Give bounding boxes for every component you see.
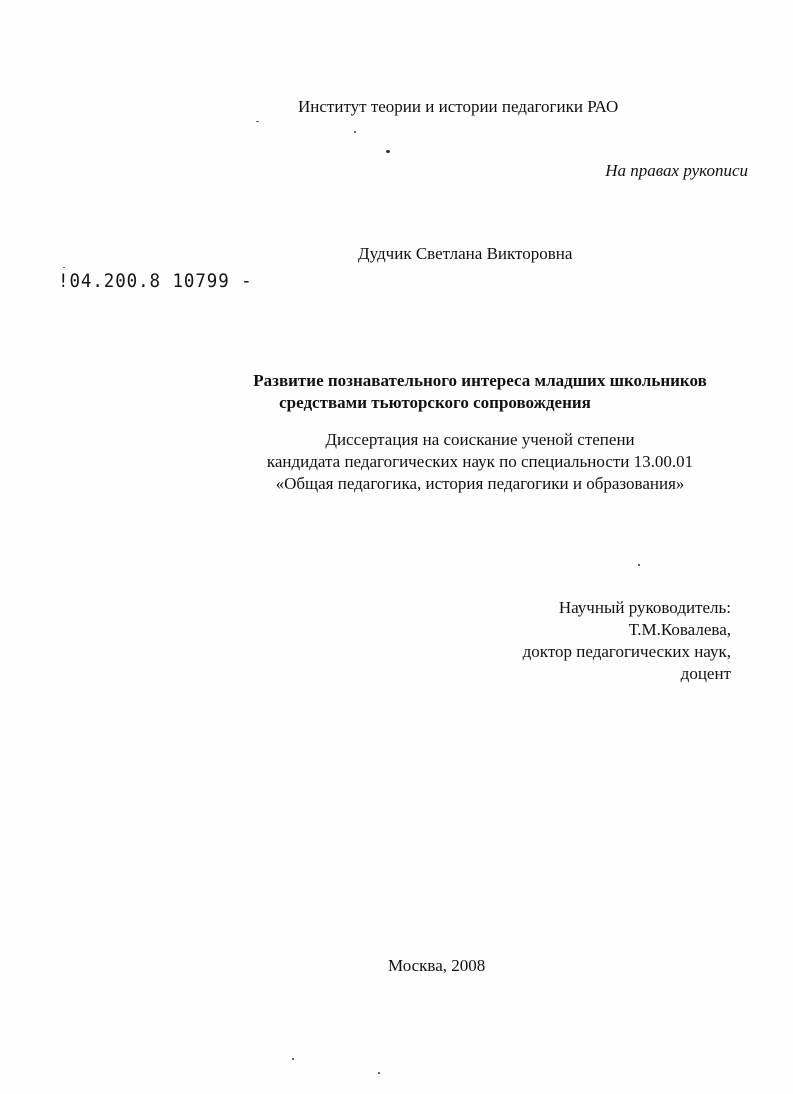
scan-speck [354, 131, 356, 133]
institute-name: Институт теории и истории педагогики РАО [298, 97, 619, 116]
author-name: Дудчик Светлана Викторовна [358, 244, 573, 263]
scan-speck [638, 564, 640, 566]
supervisor-rank: доцент [680, 664, 731, 683]
title-line-2: средствами тьюторского сопровождения [279, 393, 591, 412]
supervisor-block [523, 597, 731, 685]
supervisor-name: Т.М.Ковалева, [628, 620, 731, 639]
dissertation-line-3: «Общая педагогика, история педагогики и образования» [275, 474, 685, 493]
supervisor-degree: доктор педагогических наук, [522, 642, 731, 661]
scan-speck [256, 121, 259, 122]
scan-speck [386, 150, 390, 153]
archive-stamp: !04.200.8 10799 - [58, 270, 253, 292]
supervisor-label: Научный руководитель: [558, 598, 731, 617]
dissertation-title [150, 370, 793, 414]
scan-speck [63, 267, 65, 268]
manuscript-note: На правах рукописи [605, 161, 748, 180]
city-year: Москва, 2008 [388, 956, 486, 975]
scan-speck [378, 1072, 380, 1074]
dissertation-description [180, 429, 780, 495]
dissertation-line-2: кандидата педагогических наук по специальности 13.00.01 [266, 452, 694, 471]
dissertation-line-1: Диссертация на соискание ученой степени [325, 430, 635, 449]
scan-speck [292, 1058, 294, 1060]
title-line-1: Развитие познавательного интереса младших школьников [253, 371, 707, 390]
